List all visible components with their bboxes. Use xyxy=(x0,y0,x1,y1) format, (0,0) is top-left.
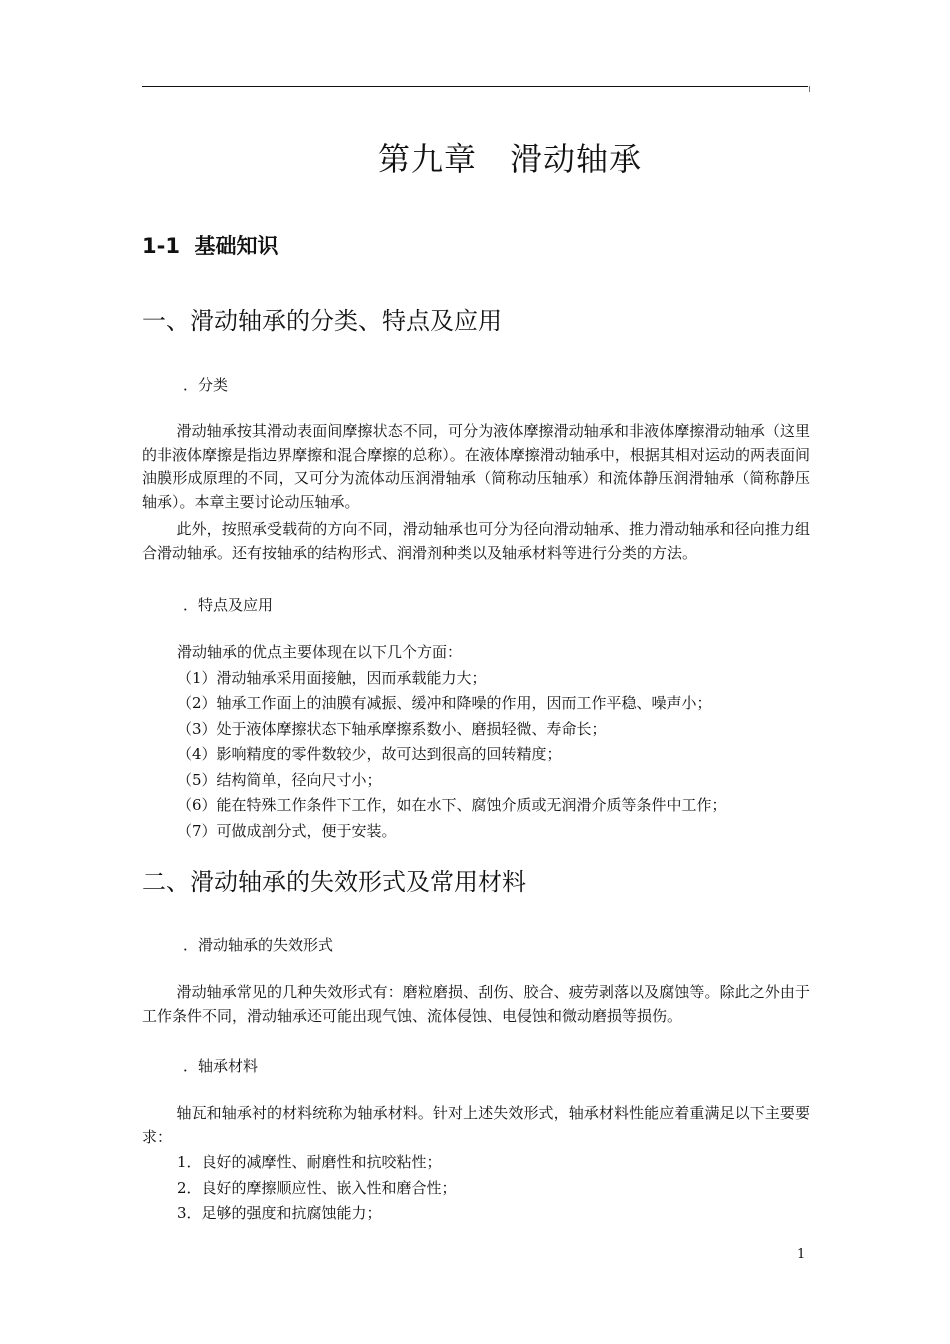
part2-sub2-paragraph: 轴瓦和轴承衬的材料统称为轴承材料。针对上述失效形式，轴承材料性能应着重满足以下主要要求： xyxy=(142,1104,810,1146)
advantages-intro: 滑动轴承的优点主要体现在以下几个方面： xyxy=(177,643,463,661)
list-item: 1．良好的减摩性、耐磨性和抗咬粘性； xyxy=(177,1153,442,1171)
list-item: 3．足够的强度和抗腐蚀能力； xyxy=(177,1204,382,1222)
part1-heading: 一、滑动轴承的分类、特点及应用 xyxy=(142,307,502,335)
part2-sub1-paragraph: 滑动轴承常见的几种失效形式有：磨粒磨损、刮伤、胶合、疲劳剥落以及腐蚀等。除此之外由于工作条件不同，滑动轴承还可能出现气蚀、流体侵蚀、电侵蚀和微动磨损等损伤。 xyxy=(142,983,810,1025)
part2-sub1-heading: ．滑动轴承的失效形式 xyxy=(183,936,334,954)
list-item: （1）滑动轴承采用面接触，因而承载能力大； xyxy=(177,668,487,687)
part1-sub1-paragraph-2: 此外，按照承受载荷的方向不同，滑动轴承也可分为径向滑动轴承、推力滑动轴承和径向推力组合滑动轴承。还有按轴承的结构形式、润滑剂种类以及轴承材料等进行分类的方法。 xyxy=(142,520,810,562)
part1-sub2-heading: ．特点及应用 xyxy=(183,596,274,614)
list-item: （2）轴承工作面上的油膜有减振、缓冲和降噪的作用，因而工作平稳、噪声小； xyxy=(177,694,712,712)
part2-sub2-heading: ．轴承材料 xyxy=(183,1057,259,1075)
list-item: （3）处于液体摩擦状态下轴承摩擦系数小、磨损轻微、寿命长； xyxy=(177,719,607,738)
part1-sub1-heading: ．分类 xyxy=(183,376,229,394)
page-number: 1 xyxy=(797,1247,806,1262)
section-title: 1-1 基础知识 xyxy=(142,234,279,258)
list-item: （7）可做成剖分式，便于安装。 xyxy=(177,821,397,840)
list-item: 2．良好的摩擦顺应性、嵌入性和磨合性； xyxy=(177,1178,457,1197)
list-item: （5）结构简单，径向尺寸小； xyxy=(177,770,382,789)
part2-heading: 二、滑动轴承的失效形式及常用材料 xyxy=(142,868,526,896)
header-rule-tick xyxy=(809,86,810,92)
part1-sub1-paragraph-1: 滑动轴承按其滑动表面间摩擦状态不同，可分为液体摩擦滑动轴承和非液体摩擦滑动轴承（这里的非液体摩擦是指边界摩擦和混合摩擦的总称）。在液体摩擦滑动轴承中，根据其相对运动的两表面间油膜形成原理的不同，又可分为流体动压润滑轴承（简称动压轴承）和流体静压润滑轴承（简称静压轴承）。本章主要讨论动压轴承。 xyxy=(142,422,810,511)
advantages-list xyxy=(177,640,817,844)
material-requirements-list xyxy=(177,1150,817,1227)
list-item: （6）能在特殊工作条件下工作，如在水下、腐蚀介质或无润滑介质等条件中工作； xyxy=(177,796,727,814)
chapter-title: 第九章 滑动轴承 xyxy=(377,140,642,178)
header-rule xyxy=(142,86,808,87)
list-item: （4）影响精度的零件数较少，故可达到很高的回转精度； xyxy=(177,745,562,763)
